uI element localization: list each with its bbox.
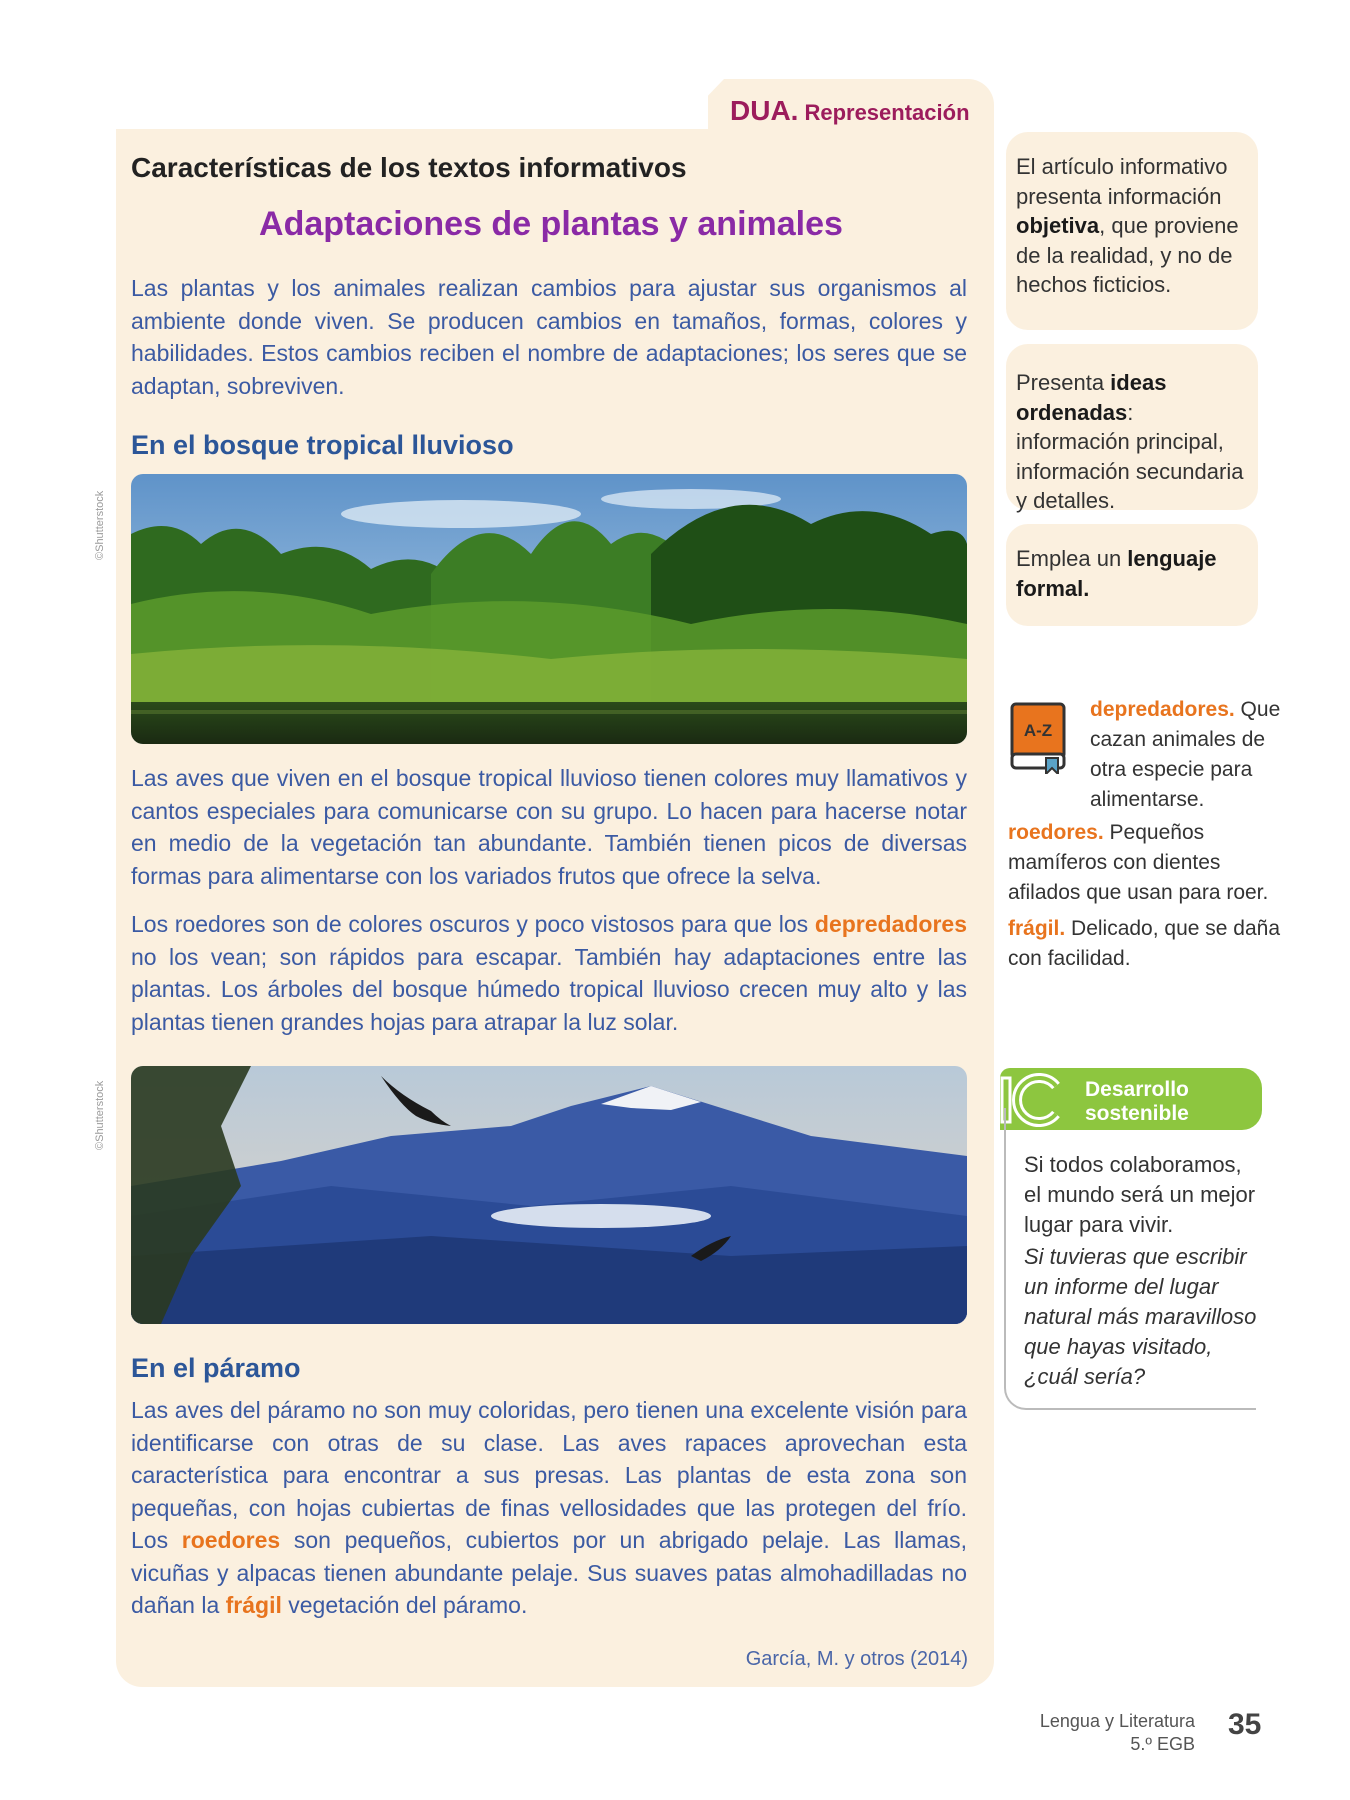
photo-credit-1: ©Shutterstock <box>94 490 106 560</box>
note-ordered-ideas <box>1006 344 1258 513</box>
note3-bold: lenguaje formal. <box>1016 546 1217 601</box>
rodents-paragraph <box>131 908 967 1038</box>
note-objective <box>1006 132 1258 330</box>
development-question: Si tuvieras que escribir un informe del lugar natural más maravilloso que hayas visitado, ¿cuál sería? <box>1024 1244 1257 1389</box>
panel-notch-slope <box>676 79 724 129</box>
note2-text-a: Presenta <box>1016 370 1111 395</box>
glossary-def-depredadores: Que cazan animales de otra especie para alimentarse. <box>1090 698 1281 811</box>
development-label-line2: sostenible <box>1085 1102 1189 1125</box>
birds-paragraph: Las aves que viven en el bosque tropical lluvioso tienen colores muy llamativos y cantos especiales para comunicarse con su grupo. Lo hacen para hacerse notar en medio de la vegetación tan abundante. También tienen picos de diversas formas para alimentarse con los variados frutos que ofrece la selva. <box>131 765 967 889</box>
rodents-text-a: Los roedores son de colores oscuros y poco vistosos para que los <box>131 911 815 937</box>
rainforest-photo <box>131 474 967 744</box>
paramo-text-c: vegetación del páramo. <box>281 1592 528 1618</box>
paramo-text-a: Las aves del páramo no son muy coloridas, pero tienen una excelente visión para identificarse con otras de su clase. Las aves rapaces aprovechan esta característica para encontrar a sus presas. Las plantas de esta zona son pequeñas, con hojas cubiertas de finas vellosidades que las protegen del frío. Los <box>131 1397 967 1553</box>
glossary-word-fragil: frágil. <box>1008 917 1066 940</box>
keyword-roedores: roedores <box>181 1527 281 1553</box>
glossary-word-depredadores: depredadores. <box>1090 698 1235 721</box>
development-label-line1: Desarrollo <box>1085 1078 1189 1101</box>
glossary-book-icon <box>1008 702 1068 774</box>
citation: García, M. y otros (2014) <box>745 1648 968 1670</box>
keyword-depredadores: depredadores <box>814 911 967 937</box>
glossary-def-roedores: Pequeños mamíferos con dientes afilados que usan para roer. <box>1008 821 1269 904</box>
development-text: Si todos colaboramos, el mundo será un mejor lugar para vivir. <box>1024 1152 1256 1237</box>
note-formal-language <box>1006 524 1258 626</box>
page-number: 35 <box>1228 1708 1262 1741</box>
glossary-def-fragil: Delicado, que se daña con facilidad. <box>1008 917 1281 970</box>
glossary-entry-roedores <box>1008 818 1298 908</box>
note1-bold: objetiva <box>1016 213 1100 238</box>
note2-bold: ideas ordenadas <box>1016 370 1167 425</box>
keyword-fragil: frágil <box>225 1592 282 1618</box>
note2-text-c: : información principal, información secundaria y detalles. <box>1016 399 1244 513</box>
paramo-illustration <box>131 1066 967 1324</box>
paramo-paragraph <box>131 1394 967 1622</box>
note1-text-a: El artículo informativo presenta información <box>1016 154 1228 209</box>
glossary-word-roedores: roedores. <box>1008 821 1104 844</box>
section-title: Características de los textos informativos <box>131 152 687 183</box>
dua-title: DUA. <box>730 95 799 126</box>
footer-subject: Lengua y Literatura <box>1039 1711 1195 1731</box>
article-title: Adaptaciones de plantas y animales <box>259 205 843 243</box>
footer-grade: 5.º EGB <box>1130 1734 1195 1754</box>
glossary-icon-text: A-Z <box>1023 721 1053 740</box>
subhead-rainforest: En el bosque tropical lluvioso <box>131 430 514 460</box>
paramo-photo <box>131 1066 967 1324</box>
intro-paragraph: Las plantas y los animales realizan cambios para ajustar sus organismos al ambiente donde viven. Se producen cambios en tamaños, formas, colores y habilidades. Estos cambios reciben el nombre de adaptaciones; los seres que se adaptan, sobreviven. <box>131 275 967 399</box>
rodents-text-b: no los vean; son rápidos para escapar. También hay adaptaciones entre las plantas. Los árboles del bosque húmedo tropical lluvioso crecen muy alto y las plantas tienen grandes hojas para atrapar la luz solar. <box>131 943 967 1035</box>
glossary-entry-fragil <box>1008 914 1298 974</box>
photo-credit-2: ©Shutterstock <box>94 1080 106 1150</box>
dua-label <box>730 95 970 127</box>
subhead-paramo: En el páramo <box>131 1353 301 1383</box>
dua-subtitle: Representación <box>804 100 970 125</box>
note3-text-a: Emplea un <box>1016 546 1128 571</box>
rainforest-illustration <box>131 474 967 744</box>
note1-text-c: , que proviene de la realidad, y no de hechos ficticios. <box>1016 213 1239 297</box>
glossary-entry-depredadores <box>1090 695 1300 815</box>
panel-notch <box>116 79 708 129</box>
paramo-text-b: son pequeños, cubiertos por un abrigado pelaje. Las llamas, vicuñas y alpacas tienen abundante pelaje. Sus suaves patas almohadilladas no dañan la <box>131 1527 967 1618</box>
